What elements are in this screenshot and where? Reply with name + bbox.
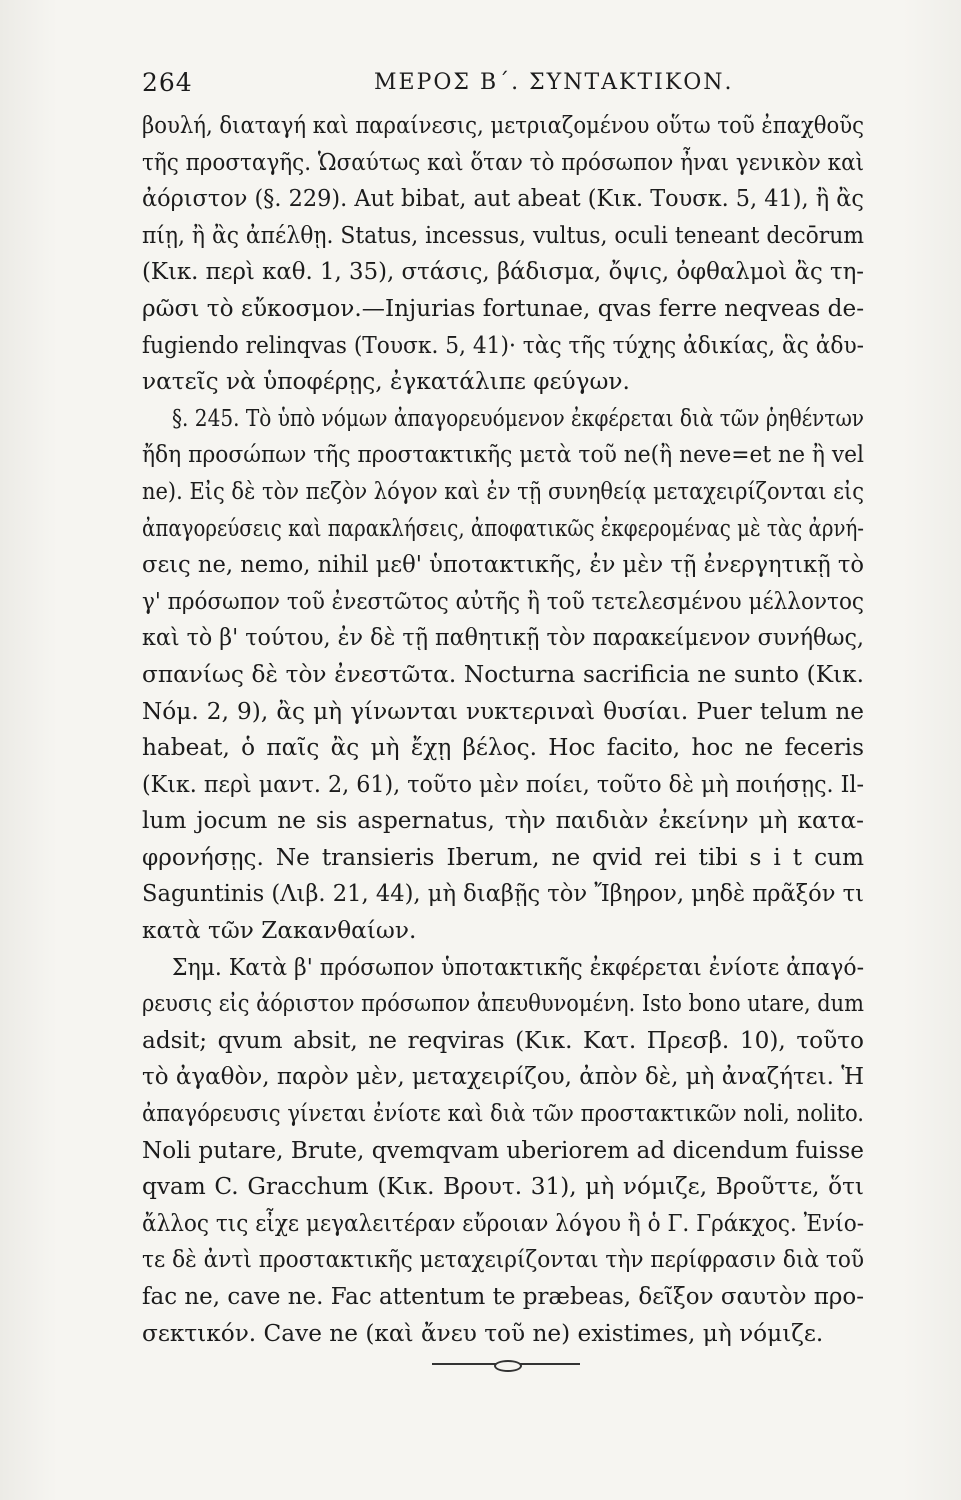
text-line: φρονήσῃς. Ne transieris Iberum, ne qvid rei tibi s i t cum: [142, 843, 864, 871]
text-line: τε δὲ ἀντὶ προστακτικῆς μεταχειρίζονται τὴν περίφρασιν διὰ τοῦ: [142, 1246, 865, 1274]
text-line: lum jocum ne sis aspernatus, τὴν παιδιὰν ἐκείνην μὴ κατα-: [142, 807, 864, 835]
divider-ornament-icon: [494, 1360, 522, 1372]
text-line: ἤδη προσώπων τῆς προστακτικῆς μετὰ τοῦ ne(ἢ neve=et ne ἢ vel: [142, 441, 865, 469]
text-line: adsit; qvum absit, ne reqviras (Κικ. Κατ. Πρεσβ. 10), τοῦτο: [142, 1026, 864, 1054]
text-line: ἀπαγόρευσις γίνεται ἐνίοτε καὶ διὰ τῶν προστακτικῶν noli, nolito.: [142, 1100, 865, 1128]
text-line: habeat, ὁ παῖς ἂς μὴ ἔχῃ βέλος. Hoc facito, hoc ne feceris: [142, 734, 864, 762]
text-line: πίῃ, ἢ ἂς ἀπέλθῃ. Status, incessus, vultus, oculi teneant decōrum: [142, 221, 865, 249]
running-title: ΜΕΡΟΣ Β΄. ΣΥΝΤΑΚΤΙΚΟΝ.: [374, 70, 734, 95]
text-line: κατὰ τῶν Ζακανθαίων.: [142, 917, 417, 945]
page-number: 264: [142, 68, 193, 97]
note-line: Σημ. Κατὰ β' πρόσωπον ὑποτακτικῆς ἐκφέρεται ἐνίοτε ἀπαγό-: [172, 953, 865, 981]
text-line: νατεῖς νὰ ὑποφέρῃς, ἐγκατάλιπε φεύγων.: [142, 368, 630, 396]
text-line: fac ne, cave ne. Fac attentum te præbeas, δεῖξον σαυτὸν προ-: [142, 1283, 864, 1310]
text-line: Νόμ. 2, 9), ἂς μὴ γίνωνται νυκτεριναὶ θυσίαι. Puer telum ne: [142, 697, 864, 725]
text-line: σπανίως δὲ τὸν ἐνεστῶτα. Nocturna sacrificia ne sunto (Κικ.: [142, 660, 864, 688]
text-line: βουλή, διαταγή καὶ παραίνεσις, μετριαζομένου οὕτω τοῦ ἐπαχθοῦς: [142, 112, 865, 139]
text-line: ρῶσι τὸ εὔκοσμον.—Injurias fortunae, qvas ferre neqveas de-: [142, 294, 865, 322]
text-line: fugiendo relinqvas (Τουσκ. 5, 41)· τὰς τῆς τύχης ἀδικίας, ἃς ἀδυ-: [142, 331, 864, 359]
body-text: [142, 108, 864, 1352]
text-line: τὸ ἀγαθὸν, παρὸν μὲν, μεταχειρίζου, ἀπὸν δὲ, μὴ ἀναζήτει. Ἡ: [142, 1063, 865, 1091]
text-line: ἀπαγορεύσεις καὶ παρακλήσεις, ἀποφατικῶς ἐκφερομένας μὲ τὰς ἀρνή-: [142, 514, 864, 542]
text-line: (Κικ. περὶ μαντ. 2, 61), τοῦτο μὲν ποίει, τοῦτο δὲ μὴ ποιήσῃς. Il-: [142, 770, 864, 798]
text-line: Saguntinis (Λιβ. 21, 44), μὴ διαβῇς τὸν Ἴβηρον, μηδὲ πρᾶξόν τι: [142, 880, 865, 908]
text-line: qvam C. Gracchum (Κικ. Βρουτ. 31), μὴ νόμιζε, Βροῦττε, ὅτι: [142, 1173, 864, 1201]
text-line: ἄλλος τις εἶχε μεγαλειτέραν εὔροιαν λόγου ἢ ὁ Γ. Γράκχος. Ἐνίο-: [142, 1209, 865, 1237]
text-line: γ' πρόσωπον τοῦ ἐνεστῶτος αὐτῆς ἢ τοῦ τετελεσμένου μέλλοντος: [142, 587, 864, 615]
text-line: ne). Εἰς δὲ τὸν πεζὸν λόγον καὶ ἐν τῇ συνηθείᾳ μεταχειρίζονται εἰς: [142, 477, 864, 505]
text-line: (Κικ. περὶ καθ. 1, 35), στάσις, βάδισμα, ὄψις, ὀφθαλμοὶ ἂς τη-: [142, 258, 865, 286]
text-line: ρευσις εἰς ἀόριστον πρόσωπον ἀπευθυνομένη. Isto bono utare, dum: [142, 990, 864, 1018]
text-line: Noli putare, Brute, qvemqvam uberiorem ad dicendum fuisse: [142, 1136, 864, 1164]
text-line: ἀόριστον (§. 229). Aut bibat, aut abeat (Κικ. Τουσκ. 5, 41), ἢ ἂς: [142, 185, 864, 213]
page-header: [142, 68, 862, 108]
section-heading-line: §. 245. Τὸ ὑπὸ νόμων ἀπαγορευόμενον ἐκφέρεται διὰ τῶν ῥηθέντων: [172, 404, 865, 432]
ornamental-divider: [432, 1361, 580, 1367]
text-line: σεις ne, nemo, nihil μεθ' ὑποτακτικῆς, ἐν μὲν τῇ ἐνεργητικῇ τὸ: [142, 551, 865, 579]
text-line: σεκτικόν. Cave ne (καὶ ἄνευ τοῦ ne) existimes, μὴ νόμιζε.: [142, 1319, 824, 1347]
text-line: τῆς προσταγῆς. Ὡσαύτως καὶ ὅταν τὸ πρόσωπον ἦναι γενικὸν καὶ: [142, 148, 865, 176]
text-line: καὶ τὸ β' τούτου, ἐν δὲ τῇ παθητικῇ τὸν παρακείμενον συνήθως,: [142, 624, 864, 652]
